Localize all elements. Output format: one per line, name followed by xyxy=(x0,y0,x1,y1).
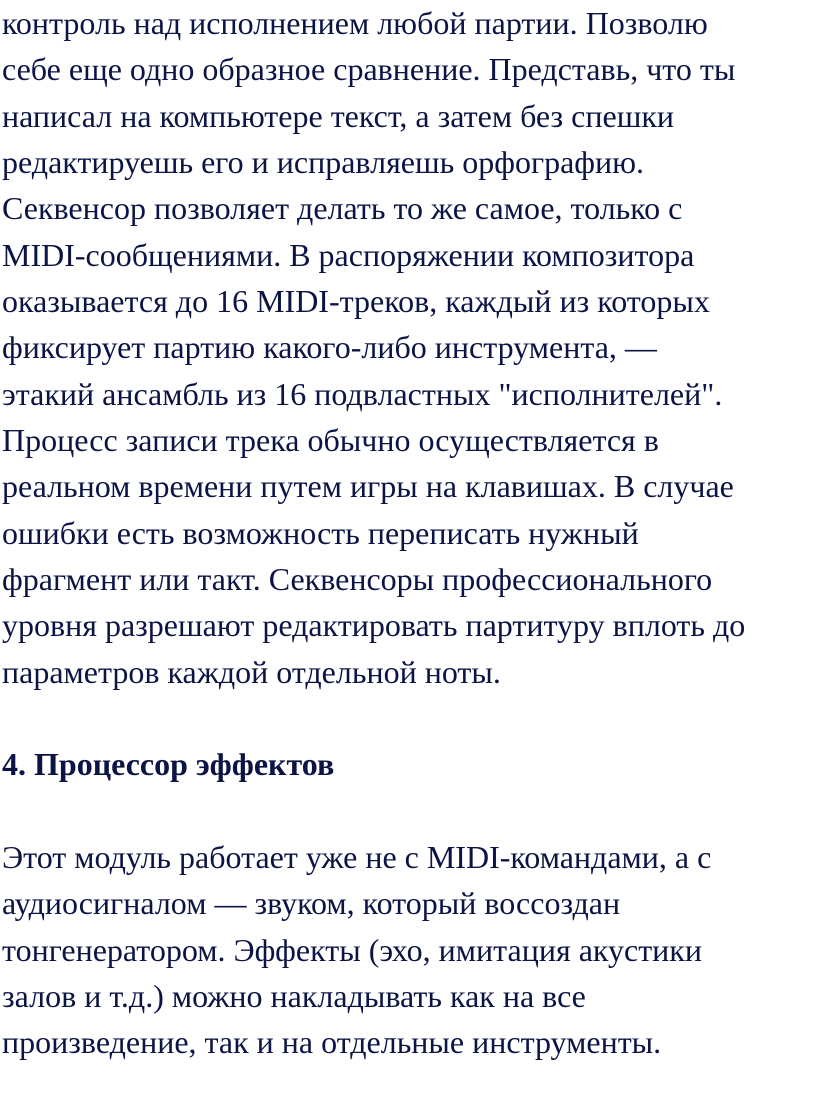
paragraph-line: аудиосигналом — звуком, который воссоздан xyxy=(2,885,621,921)
section-heading: 4. Процессор эффектов xyxy=(2,746,335,782)
paragraph-line: себе еще одно образное сравнение. Представь, что ты xyxy=(2,51,736,87)
paragraph-line: контроль над исполнением любой партии. Позволю xyxy=(2,5,708,41)
paragraph-line: ошибки есть возможность переписать нужный xyxy=(2,515,639,551)
paragraph-line: Процесс записи трека обычно осуществляется в xyxy=(2,422,659,458)
paragraph-line: тонгенератором. Эффекты (эхо, имитация акустики xyxy=(2,932,702,968)
paragraph-line: реальном времени путем игры на клавишах. В случае xyxy=(2,468,734,504)
paragraph-line: фиксирует партию какого-либо инструмента, — xyxy=(2,329,657,365)
paragraph-line: залов и т.д.) можно накладывать как на все xyxy=(2,978,586,1014)
paragraph-line: уровня разрешают редактировать партитуру вплоть до xyxy=(2,607,746,643)
paragraph-line: редактируешь его и исправляешь орфографию. xyxy=(2,144,645,180)
paragraph-line: Секвенсор позволяет делать то же самое, только с xyxy=(2,190,683,226)
paragraph-line: Этот модуль работает уже не с MIDI-командами, а с xyxy=(2,839,712,875)
paragraph-line: фрагмент или такт. Секвенсоры профессионального xyxy=(2,561,713,597)
paragraph-line: MIDI-сообщениями. В распоряжении композитора xyxy=(2,237,695,273)
paragraph-line: этакий ансамбль из 16 подвластных "исполнителей". xyxy=(2,376,723,412)
paragraph-line: параметров каждой отдельной ноты. xyxy=(2,654,501,690)
paragraph-line: произведение, так и на отдельные инструменты. xyxy=(2,1024,662,1060)
paragraph-line: оказывается до 16 MIDI-треков, каждый из которых xyxy=(2,283,710,319)
paragraph-line: написал на компьютере текст, а затем без спешки xyxy=(2,98,674,134)
